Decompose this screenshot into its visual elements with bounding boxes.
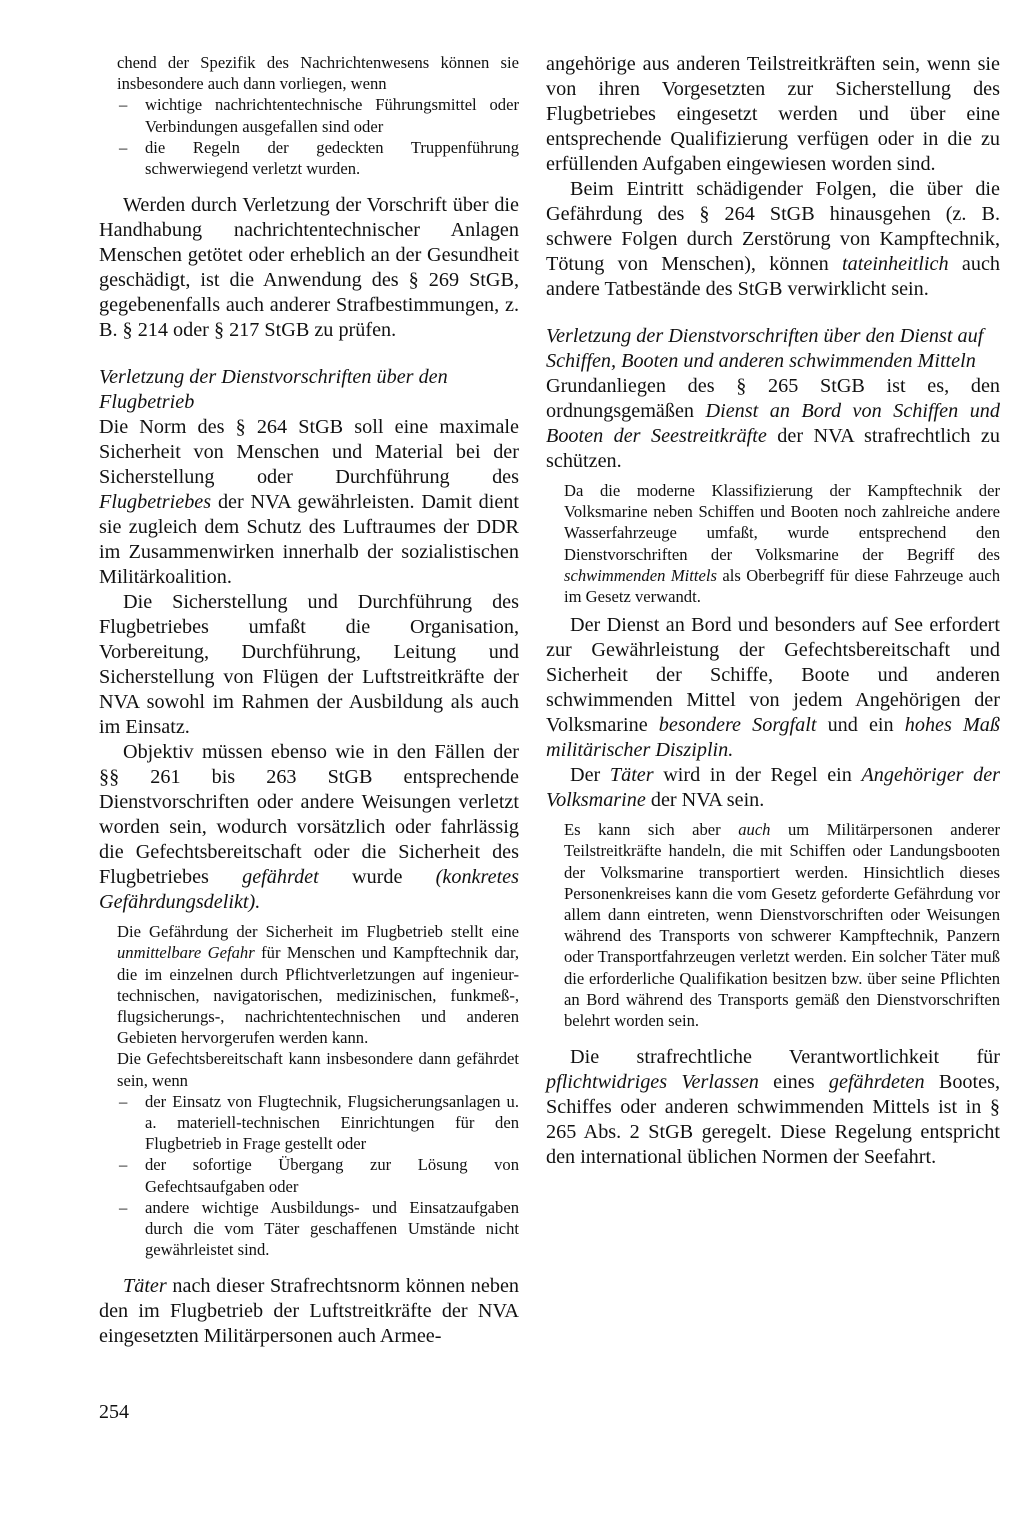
emphasis-run: auch — [738, 820, 771, 840]
page-number: 254 — [99, 1401, 129, 1423]
emphasis-run: gefährdeten — [828, 1071, 925, 1094]
list-item: – wichtige nachrichtentechnische Führungsmittel oder Verbindungen ausgefallen sind oder — [117, 94, 519, 136]
emphasis-run: besondere Sorgfalt — [658, 714, 817, 737]
left-column — [99, 52, 519, 1349]
right-paragraph-5 — [546, 763, 1000, 813]
text-run: Die Gefährdung der Sicherheit im Flugbetrieb stellt eine — [117, 922, 519, 942]
left-p1-list — [117, 94, 519, 179]
emphasis-run: unmittelbare Gefahr — [117, 943, 255, 963]
text-run: für Menschen und Kampftechnik dar, die im einzelnen durch Pflichtverletzungen auf ingenieur-technischen, navigatorischen, medizinischen, funkmeß-, flugsicherungs-, nachrichtentechnischen und anderen Gebieten hervorgerufen werden kann. — [117, 943, 519, 1048]
text-run: Grundanliegen des § 265 StGB ist es, den ordnungsgemäßen — [546, 375, 1000, 422]
emphasis-run: gefährdet — [242, 866, 319, 889]
emphasis-run: pflichtwidriges Verlassen — [546, 1071, 759, 1094]
text-run: als Oberbegriff für diese Fahrzeuge auch im Gesetz verwandt. — [564, 565, 1001, 607]
emphasis-run: Täter — [123, 1275, 167, 1298]
text-run: Beim Eintritt schädigender Folgen, die über die Gefährdung des § 264 StGB hinausgehen (z. B. schwere Folgen durch Zerstörung von Kampftechnik, Tötung von Menschen), können — [546, 178, 1000, 275]
left-small-paragraph-1 — [117, 921, 519, 1048]
text-run: wird in der Regel ein — [653, 764, 862, 787]
left-paragraph-3 — [99, 415, 519, 590]
text-run: der NVA sein. — [645, 789, 765, 812]
text-run: Die Norm des § 264 StGB soll eine maximale Sicherheit von Menschen und Material bei der Sicherstellung oder Durchführung des — [99, 416, 519, 489]
left-paragraph-6 — [99, 1274, 519, 1349]
text-run: um Militärpersonen anderer Teilstreitkräfte handeln, die mit Schiffen oder Landungsbooten der Volksmarine transportiert werden. Hinsichtlich dieses Personenkreises kann die vom Gesetz geforderte Gefährdung vor allem dann eintreten, wenn Dienstvorschriften oder Weisungen während des Transports von schwerer Kampftechnik, Panzern oder Transportfahrzeugen verletzt werden. Ein solcher Täter muß die erforderliche Qualifikation besitzen bzw. über seine Pflichten an Bord während des Transports gemäß den Dienstvorschriften belehrt worden sein. — [564, 820, 1000, 1031]
text-run: Es kann sich aber — [564, 820, 739, 840]
text-run: Der Dienst an Bord und besonders auf See erfordert zur Gewährleistung der Gefechtsbereitschaft und Sicherheit der Schiffe, Boote und anderen schwimmenden Mittel von jedem Angehörigen der Volksmarine — [546, 614, 1000, 737]
text-run: Objektiv müssen ebenso wie in den Fällen der §§ 261 bis 263 StGB entsprechende Dienstvorschriften oder andere Weisungen verletzt worden sein, wodurch vorsätzlich oder fahrlässig die Gefechtsbereitschaft oder die Sicherheit des Flugbetriebes — [99, 741, 519, 889]
emphasis-run: (konkretes Gefährdungsdelikt). — [99, 866, 519, 914]
text-run: Der — [570, 764, 610, 787]
right-small-paragraph-1 — [546, 480, 1000, 607]
emphasis-run: Täter — [609, 764, 654, 787]
left-paragraph-5 — [99, 740, 519, 915]
left-small-list — [117, 1091, 519, 1261]
section-heading-schiffe: Verletzung der Dienstvorschriften über den Dienst auf Schiffen, Booten und anderen schwimmenden Mitteln — [546, 325, 984, 372]
list-item: – andere wichtige Ausbildungs- und Einsatzaufgaben durch die vom Täter geschaffenen Umstände nicht gewährleistet sind. — [117, 1197, 519, 1261]
list-item: – der Einsatz von Flugtechnik, Flugsicherungsanlagen u. a. materiell-technischen Einrichtungen für den Flugbetrieb in Frage gestellt oder — [117, 1091, 519, 1155]
left-paragraph-1 — [99, 52, 519, 179]
left-p1-text: chend der Spezifik des Nachrichtenwesens können sie insbesondere auch dann vorliegen, wenn — [117, 53, 519, 94]
right-paragraph-4 — [546, 613, 1000, 763]
list-item: – die Regeln der gedeckten Truppenführung schwerwiegend verletzt wurden. — [117, 137, 519, 179]
text-run: der NVA strafrechtlich zu schützen. — [546, 425, 1000, 472]
text-run: Die strafrechtliche Verantwortlichkeit für — [570, 1046, 1000, 1069]
text-run: der NVA gewährleisten. Damit dient sie zugleich dem Schutz des Luftraumes der DDR im Zusammenwirken innerhalb der sozialistischen Militärkoalition. — [99, 491, 519, 589]
left-paragraph-2: Werden durch Verletzung der Vorschrift über die Handhabung nachrichtentechnischer Anlagen Menschen getötet oder erheblich an der Gesundheit geschädigt, ist die Anwendung des § 269 StGB, gegebenenfalls auch anderer Strafbestimmungen, z. B. § 214 oder § 217 StGB zu prüfen. — [99, 194, 519, 342]
left-small-paragraph-2: Die Gefechtsbereitschaft kann insbesondere dann gefährdet sein, wenn — [117, 1049, 519, 1090]
emphasis-run: hohes Maß militärischer Disziplin. — [546, 714, 1000, 762]
text-run: auch andere Tatbestände des StGB verwirklicht sein. — [546, 253, 1001, 300]
emphasis-run: tateinheitlich — [842, 253, 949, 275]
emphasis-run: Angehöriger der Volksmarine — [546, 764, 1001, 812]
left-paragraph-4: Die Sicherstellung und Durchführung des Flugbetriebes umfaßt die Organisation, Vorbereitung, Durchführung, Leitung und Sicherstellung von Flügen der Luftstreitkräfte der NVA sowohl im Rahmen der Ausbildung als auch im Einsatz. — [99, 591, 519, 739]
text-run: und ein — [816, 714, 905, 737]
text-run: Bootes, Schiffes oder anderen schwimmenden Mittels ist in § 265 Abs. 2 StGB geregelt. Diese Regelung entspricht den international üblichen Normen der Seefahrt. — [546, 1071, 1000, 1169]
right-small-paragraph-2 — [546, 819, 1000, 1031]
right-paragraph-3 — [546, 374, 1000, 474]
left-small-block — [99, 921, 519, 1260]
emphasis-run: schwimmenden Mittels — [564, 565, 717, 585]
right-paragraph-2 — [546, 177, 1000, 302]
text-run: eines — [758, 1071, 829, 1094]
text-run: Da die moderne Klassifizierung der Kampftechnik der Volksmarine neben Schiffen und Booten noch zahlreiche andere Wasserfahrzeuge umfaßt, wurde entsprechend den Dienstvorschriften der Volksmarine der Begriff des — [564, 481, 1000, 564]
right-paragraph-1: angehörige aus anderen Teilstreitkräften sein, wenn sie von ihren Vorgesetzten zur Sicherstellung des Flugbetriebes eingesetzt werden und über eine entsprechende Qualifizierung verfügen oder in die zu erfüllenden Aufgaben eingewiesen worden sind. — [546, 53, 1000, 175]
section-heading-flugbetrieb: Verletzung der Dienstvorschriften über den Flugbetrieb — [99, 366, 448, 414]
text-run: nach dieser Strafrechtsnorm können neben den im Flugbetrieb der Luftstreitkräfte der NVA eingesetzten Militärpersonen auch Armee- — [99, 1275, 519, 1348]
list-item: – der sofortige Übergang zur Lösung von Gefechtsaufgaben oder — [117, 1154, 519, 1196]
text-run: wurde — [318, 866, 436, 889]
emphasis-run: Flugbetriebes — [99, 491, 212, 514]
right-column — [546, 52, 1000, 1170]
emphasis-run: Dienst an Bord von Schiffen und Booten der Seestreitkräfte — [546, 400, 1000, 447]
right-paragraph-6 — [546, 1045, 1000, 1170]
